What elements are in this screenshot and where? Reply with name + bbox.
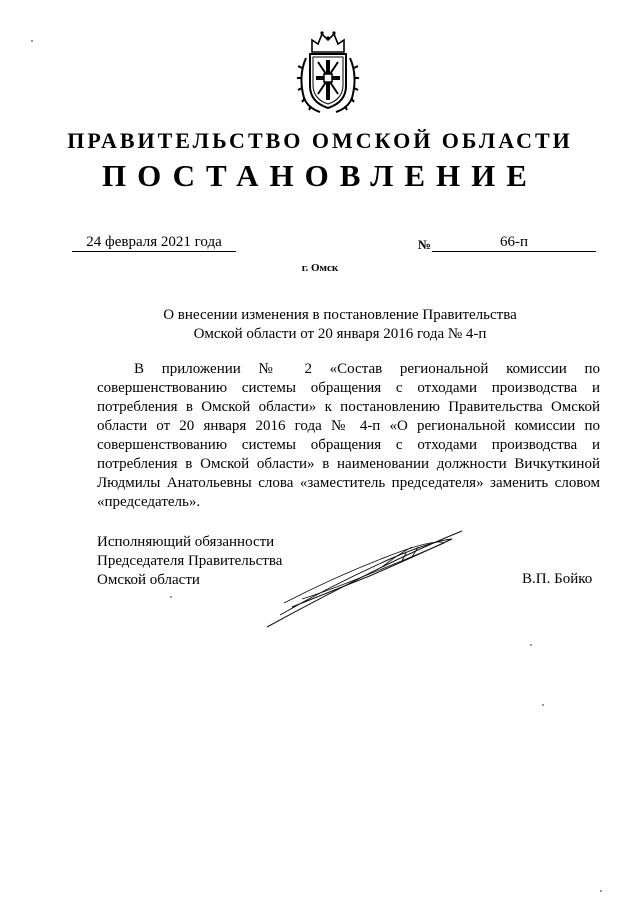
scan-speck (542, 704, 544, 706)
document-date: 24 февраля 2021 года (72, 233, 236, 252)
document-number: 66-п (432, 233, 596, 252)
signatory-position-line-1: Исполняющий обязанности (97, 534, 275, 550)
subject-line-1: О внесении изменения в постановление Правительства (163, 307, 517, 323)
scan-speck (530, 644, 532, 646)
signatory-position-line-3: Омской области (97, 572, 200, 588)
document-subject (140, 306, 540, 344)
scan-speck (31, 40, 33, 42)
organization-title: ПРАВИТЕЛЬСТВО ОМСКОЙ ОБЛАСТИ (67, 128, 573, 153)
document-type-heading: ПОСТАНОВЛЕНИЕ (102, 158, 538, 193)
body-paragraph: В приложении № 2 «Состав региональной комиссии по совершенствованию системы обращения с отходами производства и потребления в Омской области» к постановлению Правительства Омской области от 20 января 2016 года № 4-п «О региональной комиссии по совершенствованию системы обращения с отходами производства и потребления в Омской области» в наименовании должности Вичкуткиной Людмилы Анатольевны слова «заместитель председателя» заменить словом «председатель». (97, 361, 600, 510)
coat-of-arms-emblem (296, 28, 360, 114)
city-label: г. Омск (301, 262, 339, 274)
scan-speck (170, 596, 172, 598)
signatory-block (97, 533, 282, 590)
handwritten-signature (262, 527, 467, 632)
signer-name: В.П. Бойко (522, 571, 593, 587)
number-sign: № (418, 237, 432, 252)
subject-line-2: Омской области от 20 января 2016 года № 4-п (193, 326, 487, 342)
scan-speck (600, 890, 602, 892)
signatory-position-line-2: Председателя Правительства (97, 553, 283, 569)
